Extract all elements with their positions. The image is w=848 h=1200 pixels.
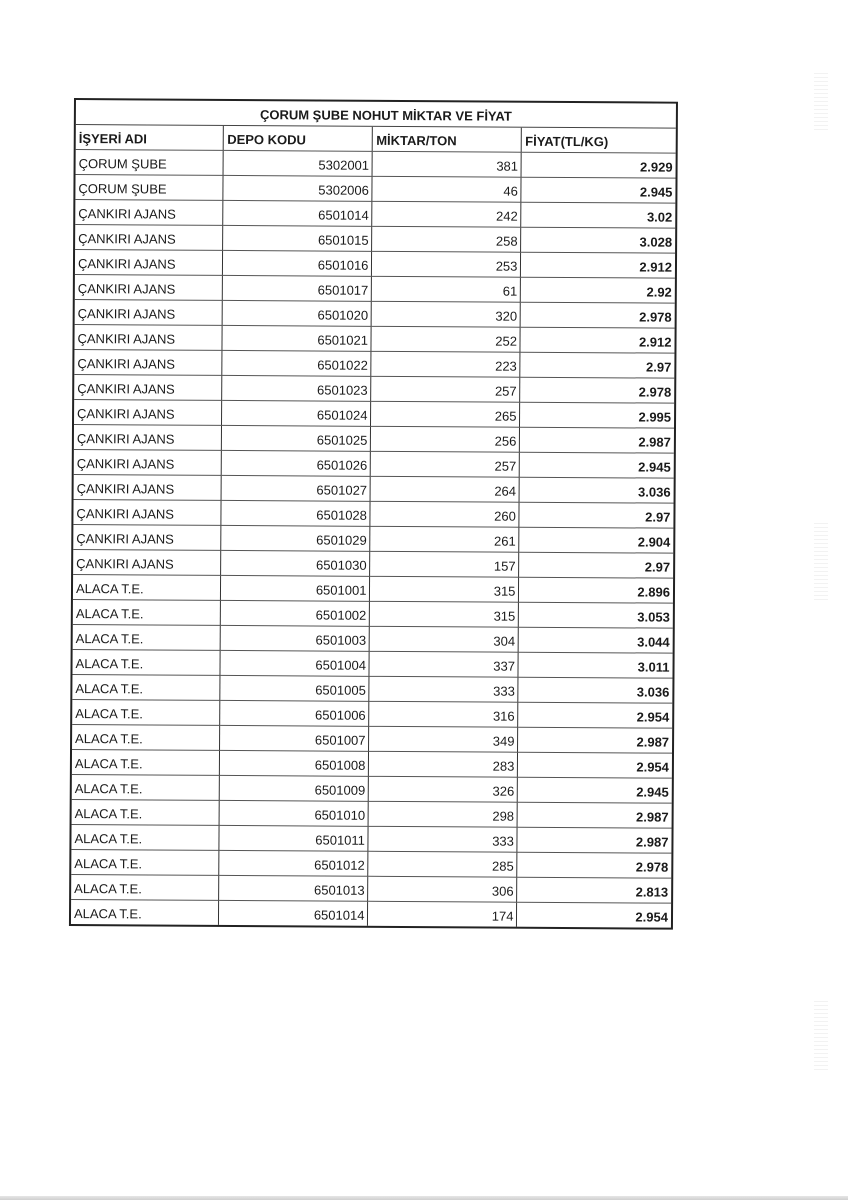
quantity-cell: 46 bbox=[372, 176, 521, 202]
depot-code-cell: 6501004 bbox=[220, 650, 369, 676]
depot-code-cell: 6501005 bbox=[220, 675, 369, 701]
header-depot-code: DEPO KODU bbox=[224, 126, 373, 151]
price-cell: 2.929 bbox=[521, 152, 675, 178]
price-cell: 2.97 bbox=[519, 502, 673, 528]
quantity-cell: 257 bbox=[371, 451, 520, 477]
quantity-cell: 257 bbox=[371, 376, 520, 402]
workplace-name-cell: ALACA T.E. bbox=[73, 625, 221, 651]
table-row bbox=[75, 250, 675, 279]
depot-code-cell: 6501024 bbox=[222, 400, 371, 426]
workplace-name-cell: ALACA T.E. bbox=[71, 849, 219, 875]
workplace-name-cell: ALACA T.E. bbox=[72, 675, 220, 701]
quantity-cell: 315 bbox=[370, 576, 519, 602]
workplace-name-cell: ÇANKIRI AJANS bbox=[75, 250, 223, 276]
depot-code-cell: 6501023 bbox=[222, 375, 371, 401]
workplace-name-cell: ÇANKIRI AJANS bbox=[74, 425, 222, 451]
table-row bbox=[74, 350, 674, 379]
workplace-name-cell: ALACA T.E. bbox=[73, 600, 221, 626]
price-cell: 2.987 bbox=[517, 827, 671, 853]
quantity-cell: 258 bbox=[372, 226, 521, 252]
depot-code-cell: 6501021 bbox=[222, 325, 371, 351]
price-cell: 3.036 bbox=[518, 677, 672, 703]
table-row bbox=[72, 774, 672, 803]
header-price-tl-kg: FİYAT(TL/KG) bbox=[522, 128, 676, 153]
quantity-cell: 316 bbox=[369, 701, 518, 727]
quantity-cell: 285 bbox=[368, 851, 517, 877]
workplace-name-cell: ÇANKIRI AJANS bbox=[74, 400, 222, 426]
price-table bbox=[71, 125, 676, 928]
price-cell: 3.053 bbox=[519, 602, 673, 628]
price-cell: 2.912 bbox=[520, 327, 674, 353]
depot-code-cell: 6501015 bbox=[223, 225, 372, 251]
table-row bbox=[72, 700, 672, 729]
depot-code-cell: 6501009 bbox=[220, 775, 369, 801]
table-row bbox=[74, 400, 674, 429]
workplace-name-cell: ALACA T.E. bbox=[72, 650, 220, 676]
price-cell: 2.978 bbox=[520, 377, 674, 403]
price-cell: 2.954 bbox=[518, 702, 672, 728]
table-row bbox=[73, 500, 673, 529]
workplace-name-cell: ALACA T.E. bbox=[73, 575, 221, 601]
price-cell: 2.978 bbox=[517, 852, 671, 878]
price-cell: 2.954 bbox=[635, 909, 669, 925]
quantity-cell: 306 bbox=[368, 876, 517, 902]
price-cell: 3.044 bbox=[519, 627, 673, 653]
table-row bbox=[71, 824, 671, 853]
table-row bbox=[73, 625, 673, 654]
quantity-cell: 253 bbox=[372, 251, 521, 277]
quantity-cell: 256 bbox=[371, 426, 520, 452]
workplace-name-cell: ALACA T.E. bbox=[71, 824, 219, 850]
quantity-cell: 157 bbox=[370, 551, 519, 577]
workplace-name-cell: ALACA T.E. bbox=[71, 899, 219, 924]
table-row bbox=[73, 550, 673, 579]
table-row bbox=[71, 874, 671, 903]
quantity-cell: 298 bbox=[369, 801, 518, 827]
price-cell: 3.036 bbox=[519, 477, 673, 503]
quantity-cell: 326 bbox=[369, 776, 518, 802]
workplace-name-cell: ÇANKIRI AJANS bbox=[75, 225, 223, 251]
table-row bbox=[73, 600, 673, 629]
depot-code-cell: 6501030 bbox=[221, 550, 370, 576]
price-cell: 2.97 bbox=[519, 552, 673, 578]
depot-code-cell: 6501010 bbox=[220, 800, 369, 826]
depot-code-cell: 6501025 bbox=[222, 425, 371, 451]
price-cell: 3.028 bbox=[521, 227, 675, 253]
header-quantity-ton: MİKTAR/TON bbox=[373, 127, 522, 152]
scan-noise bbox=[814, 70, 828, 130]
depot-code-cell: 6501029 bbox=[221, 525, 370, 551]
table-row bbox=[75, 225, 675, 254]
price-cell: 2.954 bbox=[518, 752, 672, 778]
price-cell: 2.813 bbox=[517, 877, 671, 903]
quantity-cell: 223 bbox=[371, 351, 520, 377]
workplace-name-cell: ALACA T.E. bbox=[72, 750, 220, 776]
table-row bbox=[74, 325, 674, 354]
table-row bbox=[75, 300, 675, 329]
table-row bbox=[72, 799, 672, 828]
workplace-name-cell: ÇANKIRI AJANS bbox=[73, 525, 221, 551]
table-row bbox=[74, 450, 674, 479]
depot-code-cell: 5302001 bbox=[224, 150, 373, 176]
workplace-name-cell: ÇORUM ŞUBE bbox=[76, 150, 224, 176]
table-row bbox=[72, 675, 672, 704]
depot-code-cell: 6501012 bbox=[219, 850, 368, 876]
table-row bbox=[73, 525, 673, 554]
price-cell: 2.987 bbox=[518, 802, 672, 828]
depot-code-cell: 6501014 bbox=[219, 900, 368, 925]
table-row bbox=[72, 750, 672, 779]
workplace-name-cell: ALACA T.E. bbox=[72, 774, 220, 800]
price-cell: 2.92 bbox=[521, 277, 675, 303]
table-row bbox=[72, 725, 672, 754]
quantity-cell: 265 bbox=[371, 401, 520, 427]
workplace-name-cell: ÇANKIRI AJANS bbox=[74, 450, 222, 476]
price-cell: 2.97 bbox=[520, 352, 674, 378]
depot-code-cell: 6501007 bbox=[220, 725, 369, 751]
price-cell: 2.987 bbox=[518, 727, 672, 753]
table-body bbox=[71, 150, 676, 928]
quantity-cell: 320 bbox=[372, 301, 521, 327]
table-row bbox=[74, 375, 674, 404]
quantity-cell: 349 bbox=[369, 726, 518, 752]
depot-code-cell: 6501006 bbox=[220, 700, 369, 726]
price-cell: 3.011 bbox=[518, 652, 672, 678]
scan-bottom-edge bbox=[0, 1196, 848, 1200]
depot-code-cell: 6501022 bbox=[222, 350, 371, 376]
workplace-name-cell: ÇANKIRI AJANS bbox=[74, 325, 222, 351]
depot-code-cell: 6501003 bbox=[221, 625, 370, 651]
price-table-frame bbox=[69, 98, 678, 930]
quantity-cell: 283 bbox=[369, 751, 518, 777]
depot-code-cell: 6501016 bbox=[223, 250, 372, 276]
workplace-name-cell: ÇANKIRI AJANS bbox=[75, 275, 223, 301]
quantity-cell: 252 bbox=[371, 326, 520, 352]
table-row bbox=[75, 200, 675, 229]
depot-code-cell: 6501028 bbox=[221, 500, 370, 526]
depot-code-cell: 6501027 bbox=[222, 475, 371, 501]
workplace-name-cell: ALACA T.E. bbox=[72, 700, 220, 726]
table-title: ÇORUM ŞUBE NOHUT MİKTAR VE FİYAT bbox=[76, 100, 676, 129]
quantity-cell: 261 bbox=[370, 526, 519, 552]
table-row bbox=[75, 175, 675, 204]
workplace-name-cell: ÇANKIRI AJANS bbox=[73, 500, 221, 526]
price-cell: 2.978 bbox=[521, 302, 675, 328]
table-row bbox=[73, 575, 673, 604]
workplace-name-cell: ÇANKIRI AJANS bbox=[74, 350, 222, 376]
depot-code-cell: 5302006 bbox=[223, 175, 372, 201]
table-row bbox=[71, 899, 671, 927]
workplace-name-cell: ALACA T.E. bbox=[72, 799, 220, 825]
scan-noise bbox=[814, 1000, 828, 1070]
depot-code-cell: 6501008 bbox=[220, 750, 369, 776]
quantity-cell: 264 bbox=[371, 476, 520, 502]
workplace-name-cell: ÇANKIRI AJANS bbox=[74, 375, 222, 401]
depot-code-cell: 6501011 bbox=[219, 825, 368, 851]
header-row bbox=[76, 125, 676, 153]
price-cell: 2.995 bbox=[520, 402, 674, 428]
quantity-cell: 260 bbox=[370, 501, 519, 527]
workplace-name-cell: ALACA T.E. bbox=[71, 874, 219, 900]
table-row bbox=[76, 150, 676, 179]
quantity-cell: 333 bbox=[369, 676, 518, 702]
depot-code-cell: 6501013 bbox=[219, 875, 368, 901]
workplace-name-cell: ÇORUM ŞUBE bbox=[75, 175, 223, 201]
depot-code-cell: 6501002 bbox=[221, 600, 370, 626]
quantity-cell: 381 bbox=[372, 151, 521, 177]
price-cell: 2.912 bbox=[521, 252, 675, 278]
depot-code-cell: 6501020 bbox=[223, 300, 372, 326]
price-cell: 2.896 bbox=[519, 577, 673, 603]
price-cell: 2.904 bbox=[519, 527, 673, 553]
price-cell: 3.02 bbox=[521, 202, 675, 228]
quantity-cell: 315 bbox=[370, 601, 519, 627]
quantity-cell: 61 bbox=[372, 276, 521, 302]
quantity-cell: 242 bbox=[372, 201, 521, 227]
price-cell: 2.987 bbox=[520, 427, 674, 453]
depot-code-cell: 6501026 bbox=[222, 450, 371, 476]
header-workplace-name: İŞYERİ ADI bbox=[76, 125, 224, 150]
price-cell: 2.945 bbox=[518, 777, 672, 803]
quantity-cell: 337 bbox=[369, 651, 518, 677]
quantity-cell: 174 bbox=[368, 901, 517, 926]
workplace-name-cell: ALACA T.E. bbox=[72, 725, 220, 751]
workplace-name-cell: ÇANKIRI AJANS bbox=[75, 300, 223, 326]
quantity-cell: 333 bbox=[368, 826, 517, 852]
depot-code-cell: 6501017 bbox=[223, 275, 372, 301]
depot-code-cell: 6501014 bbox=[223, 200, 372, 226]
table-row bbox=[75, 275, 675, 304]
table-row bbox=[71, 849, 671, 878]
price-cell: 2.945 bbox=[521, 177, 675, 203]
price-cell: 2.945 bbox=[520, 452, 674, 478]
quantity-cell: 304 bbox=[370, 626, 519, 652]
table-row bbox=[72, 650, 672, 679]
table-row bbox=[74, 475, 674, 504]
scan-noise bbox=[814, 520, 828, 600]
depot-code-cell: 6501001 bbox=[221, 575, 370, 601]
table-row bbox=[74, 425, 674, 454]
workplace-name-cell: ÇANKIRI AJANS bbox=[74, 475, 222, 501]
workplace-name-cell: ÇANKIRI AJANS bbox=[73, 550, 221, 576]
workplace-name-cell: ÇANKIRI AJANS bbox=[75, 200, 223, 226]
